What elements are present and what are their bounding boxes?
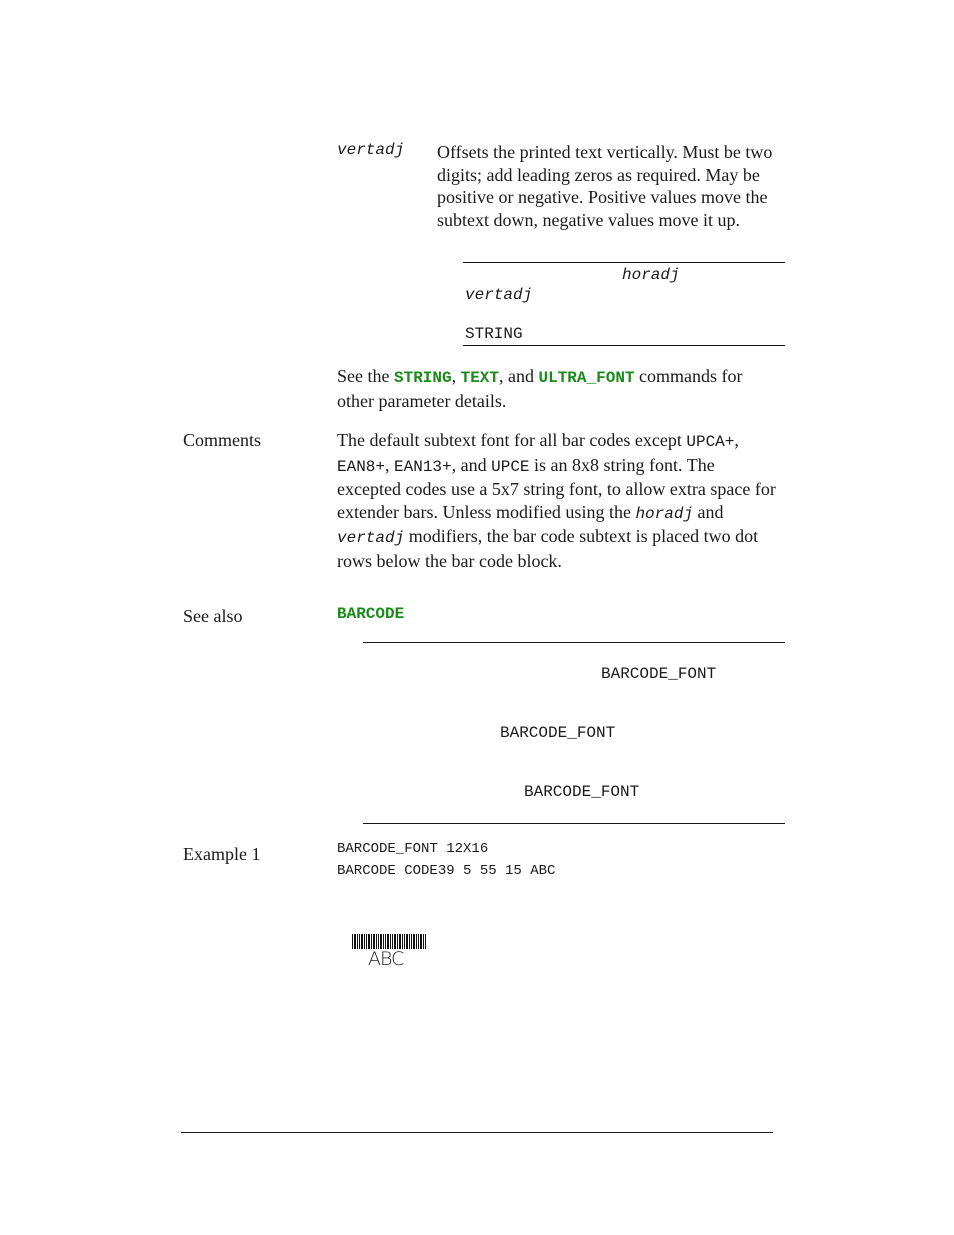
comments-label: Comments: [183, 430, 262, 450]
code-ean8: EAN8+: [337, 457, 386, 476]
term-vertadj: vertadj: [337, 529, 405, 547]
comments-sep-2: ,: [385, 454, 395, 475]
barcode-image: [340, 912, 435, 974]
text-command-link[interactable]: TEXT: [460, 369, 499, 387]
string-command-link[interactable]: STRING: [393, 369, 452, 387]
param-definition-vertadj: Offsets the printed text vertically. Must be two digits; add leading zeros as required. May be positive or negative. Positive values move the subtext down, negative values move it up.: [437, 142, 773, 230]
see-also-label: See also: [183, 606, 243, 626]
comments-text-2: is an 8x8 string font. The excepted codes use a 5x7 string font, to allow extra space for extender bars. Unless modified using the: [337, 454, 776, 522]
see-params-suffix: commands for other parameter details.: [337, 366, 743, 411]
see-params-sep1: ,: [451, 366, 461, 386]
table2-bottom-rule: [363, 823, 785, 824]
example1-label: Example 1: [183, 844, 261, 864]
comments-sep-3: , and: [451, 454, 492, 475]
comments-text-3: and: [693, 501, 724, 522]
table-top-rule: [463, 262, 785, 263]
table-cell-horadj: horadj: [622, 266, 680, 284]
see-params-prefix: See the: [337, 366, 394, 386]
code-upca: UPCA+: [686, 433, 735, 451]
comments-text-4: modifiers, the bar code subtext is placed two dot rows below the bar code block.: [337, 526, 759, 571]
see-params-sep2: , and: [499, 366, 539, 386]
code-ean13: EAN13+: [394, 457, 452, 476]
code-upce: UPCE: [491, 457, 530, 476]
table-bottom-rule: [463, 345, 785, 346]
example1-code-block: [337, 838, 555, 882]
param-term-vertadj: vertadj: [337, 141, 405, 159]
example1-code-line-2: BARCODE CODE39 5 55 15 ABC: [337, 863, 556, 879]
comments-sep-1: ,: [734, 430, 739, 450]
table2-row3-barcode-font: BARCODE_FONT: [524, 783, 640, 801]
barcode-subtext: ABC: [368, 948, 404, 970]
table-cell-string: STRING: [465, 325, 523, 343]
see-params-paragraph: [337, 365, 777, 412]
ultra-font-command-link[interactable]: ULTRA_FONT: [538, 369, 635, 387]
term-horadj: horadj: [635, 504, 694, 523]
table-cell-vertadj: vertadj: [465, 286, 533, 304]
barcode-command-link[interactable]: BARCODE: [337, 605, 405, 623]
example1-code-line-1: BARCODE_FONT 12X16: [337, 841, 489, 857]
footer-rule: [181, 1132, 773, 1133]
comments-text-1: The default subtext font for all bar codes except: [337, 430, 687, 450]
table2-top-rule: [363, 642, 785, 643]
table2-row1-barcode-font: BARCODE_FONT: [601, 665, 717, 683]
comments-paragraph: [337, 429, 777, 572]
table2-row2-barcode-font: BARCODE_FONT: [500, 724, 616, 742]
